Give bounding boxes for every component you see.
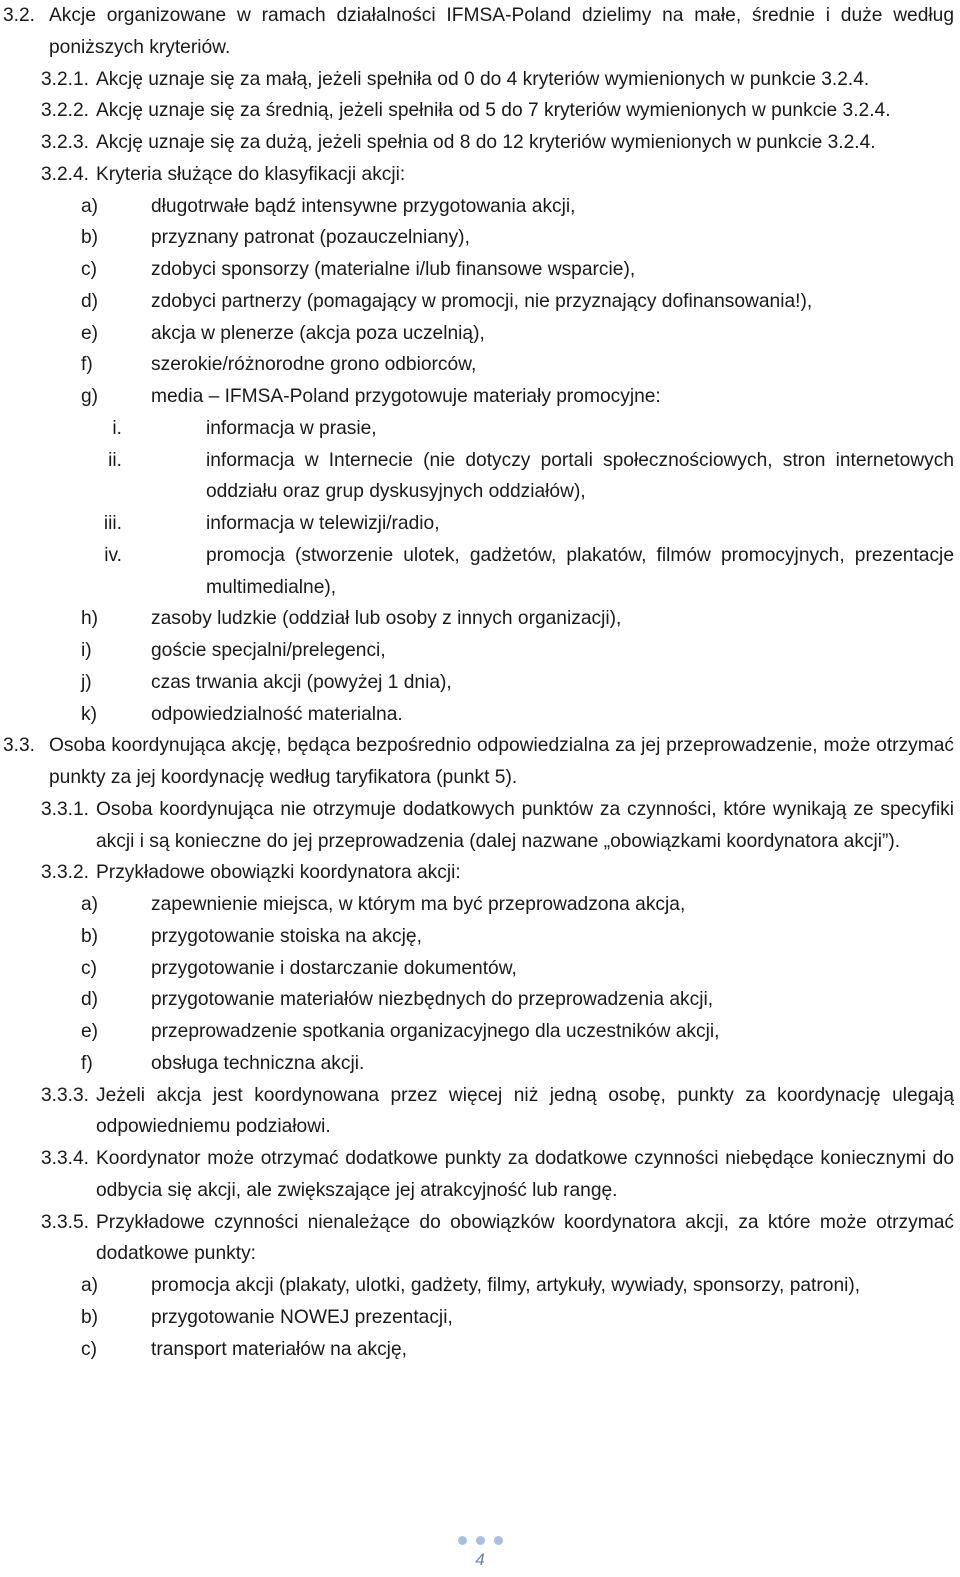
item-text: media – IFMSA-Poland przygotowuje materiały promocyjne:: [151, 386, 661, 407]
item-number: 3.3.2.: [41, 862, 90, 884]
page-footer: [0, 1536, 960, 1571]
item-number: a): [81, 195, 99, 217]
list-item: [3, 413, 954, 445]
list-item: [3, 699, 954, 731]
list-item: [3, 635, 954, 667]
item-text: Osoba koordynująca akcję, będąca bezpośrednio odpowiedzialna za jej przeprowadzenie, może otrzymać punkty za jej koordynację według taryfikatora (punkt 5).: [49, 735, 954, 788]
item-text: akcja w plenerze (akcja poza uczelnią),: [151, 322, 485, 344]
list-item: [3, 349, 954, 381]
item-number: e): [81, 1021, 99, 1042]
item-text: przyznany patronat (pozauczelniany),: [151, 227, 470, 249]
subsection-paragraph: [3, 64, 954, 96]
item-text: przygotowanie NOWEJ prezentacji,: [151, 1306, 453, 1328]
item-number: iii.: [103, 513, 122, 534]
item-text: Akcje organizowane w ramach działalności IFMSA-Poland dzielimy na małe, średnie i duże według poniższych kryteriów.: [49, 5, 954, 58]
item-number: d): [81, 989, 99, 1011]
item-text: Osoba koordynująca nie otrzymuje dodatkowych punktów za czynności, które wynikają ze specyfiki akcji i są konieczne do jej przeprowadzenia (dalej nazwane „obowiązkami koordynatora akcji”).: [96, 798, 954, 852]
list-item: [3, 286, 954, 318]
item-number: 3.2.3.: [41, 132, 90, 153]
item-text: Jeżeli akcja jest koordynowana przez więcej niż jedną osobę, punkty za koordynację ulegają odpowiedniemu podziałowi.: [96, 1084, 954, 1138]
item-number: 3.2.4.: [41, 163, 90, 185]
item-number: ii.: [108, 449, 122, 471]
document-body: [3, 0, 954, 1365]
page-number: 4: [475, 1550, 485, 1569]
item-text: zasoby ludzkie (oddział lub osoby z innych organizacji),: [151, 608, 622, 630]
item-number: k): [81, 703, 97, 725]
item-text: obsługa techniczna akcji.: [151, 1052, 365, 1074]
list-item: [3, 603, 954, 635]
section-paragraph: [3, 730, 954, 794]
item-text: zapewnienie miejsca, w którym ma być przeprowadzona akcja,: [151, 894, 686, 915]
item-number: c): [81, 259, 97, 280]
list-item: [3, 222, 954, 254]
subsection-paragraph: [3, 794, 954, 858]
item-text: Koordynator może otrzymać dodatkowe punkty za dodatkowe czynności niebędące koniecznymi do odbycia się akcji, ale zwiększające jej atrakcyjność lub rangę.: [96, 1148, 954, 1201]
item-text: przygotowanie materiałów niezbędnych do przeprowadzenia akcji,: [151, 989, 714, 1011]
list-item: [3, 889, 954, 921]
list-item: [3, 1334, 954, 1366]
item-number: a): [81, 1275, 99, 1296]
item-number: h): [81, 608, 99, 630]
list-item: [3, 1048, 954, 1080]
item-number: b): [81, 227, 99, 249]
list-item: [3, 540, 954, 604]
item-text: przygotowanie stoiska na akcję,: [151, 925, 422, 947]
item-number: e): [81, 322, 99, 344]
item-number: 3.3.4.: [41, 1148, 90, 1169]
ornament-dot: [476, 1536, 485, 1545]
item-text: czas trwania akcji (powyżej 1 dnia),: [151, 671, 452, 693]
item-number: i.: [112, 417, 122, 439]
item-text: szerokie/różnorodne grono odbiorców,: [151, 354, 477, 376]
item-text: Przykładowe czynności nienależące do obowiązków koordynatora akcji, za które może otrzymać dodatkowe punkty:: [96, 1211, 954, 1265]
subsection-paragraph: [3, 127, 954, 159]
list-item: [3, 191, 954, 223]
item-number: b): [81, 1306, 99, 1328]
ornament-dot: [458, 1536, 467, 1545]
item-number: 3.2.2.: [41, 100, 90, 122]
footer-dots-ornament: [0, 1536, 960, 1548]
subsection-paragraph: [3, 1207, 954, 1271]
item-number: g): [81, 386, 99, 407]
item-text: Akcję uznaje się za średnią, jeżeli spełniła od 5 do 7 kryteriów wymienionych w punkcie 3.2.4.: [96, 100, 891, 122]
item-number: b): [81, 925, 99, 947]
item-number: 3.3.3.: [41, 1084, 90, 1106]
item-text: Akcję uznaje się za dużą, jeżeli spełnia od 8 do 12 kryteriów wymienionych w punkcie 3.2.4.: [96, 132, 876, 153]
list-item: [3, 508, 954, 540]
item-number: 3.3.5.: [41, 1211, 90, 1233]
item-number: 3.3.1.: [41, 798, 90, 820]
item-text: Akcję uznaje się za małą, jeżeli spełniła od 0 do 4 kryteriów wymienionych w punkcie 3.2.4.: [96, 68, 870, 90]
item-number: iv.: [104, 544, 122, 566]
list-item: [3, 667, 954, 699]
item-text: informacja w prasie,: [206, 417, 377, 439]
item-text: długotrwałe bądź intensywne przygotowania akcji,: [151, 195, 576, 217]
item-number: c): [81, 1338, 97, 1360]
item-text: Przykładowe obowiązki koordynatora akcji:: [96, 862, 461, 884]
subsection-paragraph: [3, 1080, 954, 1144]
subsection-paragraph: [3, 1143, 954, 1207]
item-text: informacja w telewizji/radio,: [206, 513, 440, 534]
item-number: a): [81, 894, 99, 915]
item-text: przygotowanie i dostarczanie dokumentów,: [151, 957, 517, 979]
subsection-paragraph: [3, 95, 954, 127]
item-text: przeprowadzenie spotkania organizacyjnego dla uczestników akcji,: [151, 1021, 720, 1042]
list-item: [3, 1270, 954, 1302]
list-item: [3, 381, 954, 413]
item-text: odpowiedzialność materialna.: [151, 703, 403, 725]
list-item: [3, 445, 954, 509]
item-text: zdobyci sponsorzy (materialne i/lub finansowe wsparcie),: [151, 259, 636, 280]
item-number: d): [81, 290, 99, 312]
list-item: [3, 953, 954, 985]
section-paragraph: [3, 0, 954, 64]
item-text: goście specjalni/prelegenci,: [151, 640, 386, 661]
item-number: 3.2.: [3, 5, 36, 26]
item-text: transport materiałów na akcję,: [151, 1338, 407, 1360]
item-number: i): [81, 640, 92, 661]
list-item: [3, 254, 954, 286]
subsection-paragraph: [3, 159, 954, 191]
item-number: 3.3.: [3, 735, 36, 757]
list-item: [3, 984, 954, 1016]
item-text: promocja akcji (plakaty, ulotki, gadżety, filmy, artykuły, wywiady, sponsorzy, patroni),: [151, 1275, 861, 1296]
list-item: [3, 1016, 954, 1048]
item-number: c): [81, 957, 97, 979]
item-text: Kryteria służące do klasyfikacji akcji:: [96, 163, 406, 185]
subsection-paragraph: [3, 857, 954, 889]
item-text: informacja w Internecie (nie dotyczy portali społecznościowych, stron internetowych oddziału oraz grup dyskusyjnych oddziałów),: [206, 449, 954, 503]
item-number: f): [81, 1052, 93, 1074]
list-item: [3, 1302, 954, 1334]
item-number: 3.2.1.: [41, 68, 90, 90]
list-item: [3, 921, 954, 953]
list-item: [3, 318, 954, 350]
ornament-dot: [494, 1536, 503, 1545]
item-number: f): [81, 354, 93, 376]
item-text: promocja (stworzenie ulotek, gadżetów, plakatów, filmów promocyjnych, prezentacje multimedialne),: [206, 544, 954, 598]
item-text: zdobyci partnerzy (pomagający w promocji, nie przyznający dofinansowania!),: [151, 290, 813, 312]
item-number: j): [81, 671, 92, 693]
